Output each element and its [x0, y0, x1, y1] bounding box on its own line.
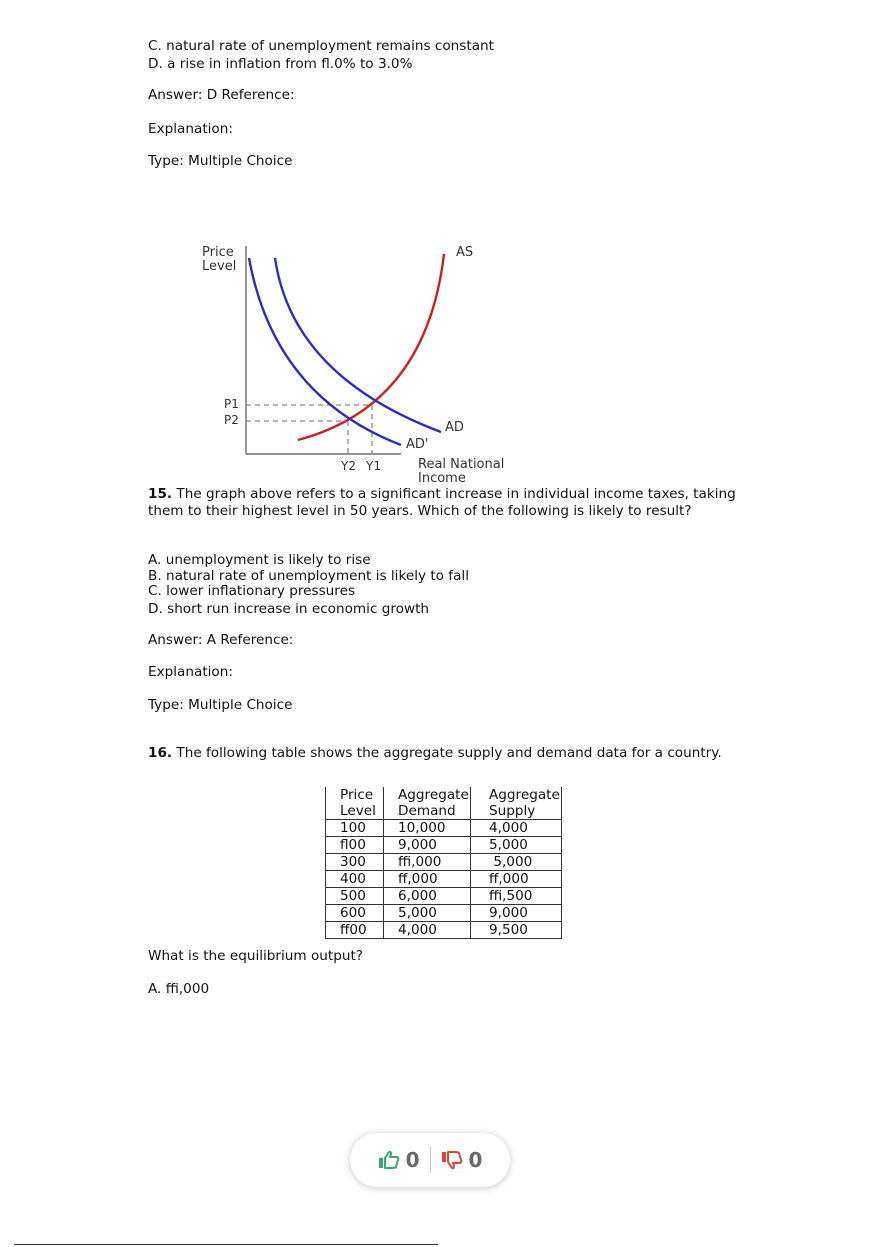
q15-text: [148, 486, 738, 519]
cell-price: 300: [326, 854, 384, 871]
x-axis-label-line1: Real National: [418, 457, 505, 472]
prev-option-c: C. natural rate of unemployment remains constant: [148, 38, 494, 54]
cell-demand: ffi,000: [384, 854, 471, 871]
vote-separator: [430, 1147, 431, 1173]
header-aggregate-supply: Aggregate Supply: [471, 787, 562, 820]
table-row: [326, 922, 562, 939]
cell-demand: 9,000: [384, 837, 471, 854]
y-axis-label-line1: Price: [202, 245, 234, 260]
cell-supply: 5,000: [471, 837, 562, 854]
cell-supply: 4,000: [471, 820, 562, 837]
cell-price: 600: [326, 905, 384, 922]
cell-demand: 10,000: [384, 820, 471, 837]
y1-tick-label: Y1: [366, 459, 381, 473]
y-axis-label-line2: Level: [202, 259, 237, 274]
q15-number: 15.: [148, 486, 173, 502]
q16-text: [148, 745, 722, 761]
header-price-level: Price Level: [326, 787, 384, 820]
prev-answer: Answer: D Reference:: [148, 87, 295, 103]
q15-answer: Answer: A Reference:: [148, 632, 294, 648]
x-axis-label-line2: Income: [418, 471, 466, 486]
q15-option-b: B. natural rate of unemployment is likely to fall: [148, 568, 469, 584]
q15-option-d: D. short run increase in economic growth: [148, 601, 430, 617]
q15-explanation: Explanation:: [148, 664, 233, 680]
bottom-rule: [14, 1244, 438, 1245]
prev-explanation: Explanation:: [148, 121, 233, 137]
table-row: [326, 888, 562, 905]
q15-option-c: C. lower inflationary pressures: [148, 583, 356, 599]
cell-price: fl00: [326, 837, 384, 854]
cell-price: 100: [326, 820, 384, 837]
ad-curve-label: AD: [445, 420, 464, 435]
p1-tick-label: P1: [224, 397, 239, 411]
table-row: [326, 871, 562, 888]
thumbs-down-button[interactable]: [441, 1148, 483, 1172]
cell-demand: 6,000: [384, 888, 471, 905]
q15-body: The graph above refers to a significant increase in individual income taxes, taking them to their highest level in 50 years. Which of the following is likely to result?: [148, 486, 736, 519]
cell-demand: 4,000: [384, 922, 471, 939]
ad-prime-curve-label: AD': [406, 437, 429, 452]
cell-demand: ff,000: [384, 871, 471, 888]
thumbs-up-button[interactable]: [378, 1148, 420, 1172]
table-header-row: [326, 787, 562, 820]
as-ad-chart: [196, 236, 526, 488]
cell-price: 500: [326, 888, 384, 905]
as-curve: [298, 254, 444, 440]
table-row: [326, 820, 562, 837]
ad-curve: [275, 258, 441, 432]
q16-option-a: A. ffi,000: [148, 981, 210, 997]
header-aggregate-demand: Aggregate Demand: [384, 787, 471, 820]
p2-tick-label: P2: [224, 413, 239, 427]
q15-type: Type: Multiple Choice: [148, 697, 293, 713]
thumbs-down-count: 0: [468, 1148, 483, 1172]
y2-tick-label: Y2: [341, 459, 356, 473]
cell-price: ff00: [326, 922, 384, 939]
prev-option-d: D. a rise in inflation from fl.0% to 3.0%: [148, 56, 413, 72]
supply-demand-table: [325, 787, 562, 939]
q15-option-a: A. unemployment is likely to rise: [148, 552, 371, 568]
cell-price: 400: [326, 871, 384, 888]
cell-supply: 9,000: [471, 905, 562, 922]
thumbs-up-count: 0: [405, 1148, 420, 1172]
table-row: [326, 854, 562, 871]
q16-question: What is the equilibrium output?: [148, 948, 364, 964]
q16-body: The following table shows the aggregate supply and demand data for a country.: [176, 745, 722, 761]
cell-demand: 5,000: [384, 905, 471, 922]
vote-widget: [350, 1133, 510, 1187]
cell-supply: ff,000: [471, 871, 562, 888]
cell-supply: 5,000: [471, 854, 562, 871]
table-row: [326, 837, 562, 854]
cell-supply: ffi,500: [471, 888, 562, 905]
as-curve-label: AS: [456, 245, 474, 260]
thumbs-down-icon: [441, 1150, 463, 1170]
table-row: [326, 905, 562, 922]
prev-type: Type: Multiple Choice: [148, 153, 293, 169]
ad-prime-curve: [249, 258, 401, 445]
cell-supply: 9,500: [471, 922, 562, 939]
thumbs-up-icon: [378, 1150, 400, 1170]
q16-number: 16.: [148, 745, 173, 761]
